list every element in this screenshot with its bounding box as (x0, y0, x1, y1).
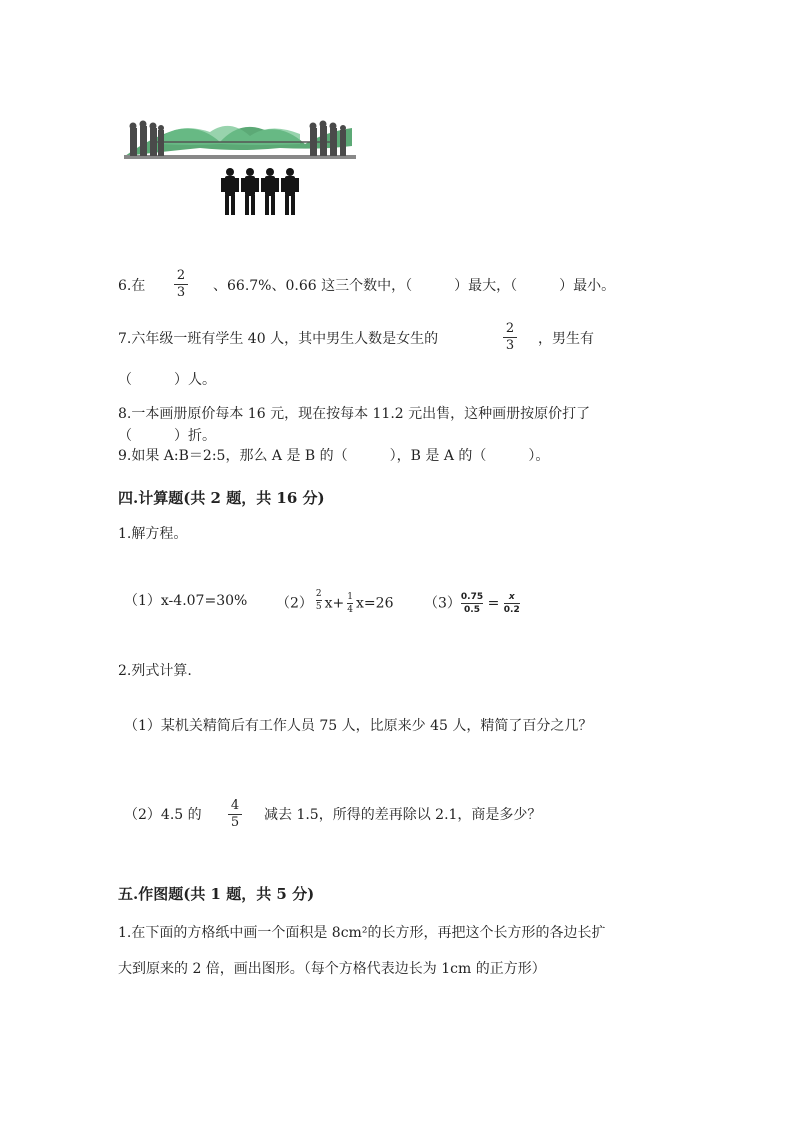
q8-line1: 8.一本画册原价每本 16 元，现在按每本 11.2 元出售，这种画册按原价打了 (118, 406, 591, 422)
equation-2: $(2) \frac{2}{5} x+ \frac{1}{4} x=26$ (276, 589, 394, 615)
tug-of-war-illustration (120, 118, 360, 218)
section-5-title: 五.作图题(共 1 题，共 5 分) (118, 885, 315, 903)
q8-line2: （ ）折。 (118, 428, 216, 444)
q6-prefix: 6.在 (118, 278, 146, 294)
section-4-title: 四.计算题(共 2 题，共 16 分) (118, 489, 325, 507)
calc2-problem-2-fraction: 4 5 (228, 799, 242, 830)
q6-text: 、66.7%、0.66 这三个数中，（ ）最大，（ ）最小。 (213, 278, 616, 294)
draw1-line2: 大到原来的 2 倍，画出图形。（每个方格代表边长为 1cm 的正方形） (118, 961, 546, 977)
calc2-title: 2.列式计算. (118, 663, 192, 679)
equation-1: （1）x-4.07=30% (124, 593, 248, 609)
draw1-line1: 1.在下面的方格纸中画一个面积是 8cm²的长方形，再把这个长方形的各边长扩 (118, 925, 606, 941)
q7-line1: 7.六年级一班有学生 40 人，其中男生人数是女生的 (118, 331, 439, 347)
calc2-problem-2-prefix: （2）4.5 的 (124, 807, 202, 823)
q6-fraction: 2 3 (174, 269, 188, 300)
q7-line1-end: ，男生有 (538, 331, 594, 347)
calc2-problem-1: （1）某机关精简后有工作人员 75 人，比原来少 45 人，精简了百分之几？ (124, 718, 593, 734)
equation-3: $(3)\frac{0.75}{0.5} = \frac{x}{0.2}$ (424, 592, 520, 615)
q9-text: 9.如果 A:B＝2:5，那么 A 是 B 的（ ），B 是 A 的（ ）。 (118, 448, 550, 464)
q7-fraction: 2 3 (503, 322, 517, 353)
calc2-problem-2-text: 减去 1.5，所得的差再除以 2.1，商是多少？ (264, 807, 542, 823)
q7-line2: （ ）人。 (118, 372, 216, 388)
calc1-title: 1.解方程。 (118, 526, 188, 542)
